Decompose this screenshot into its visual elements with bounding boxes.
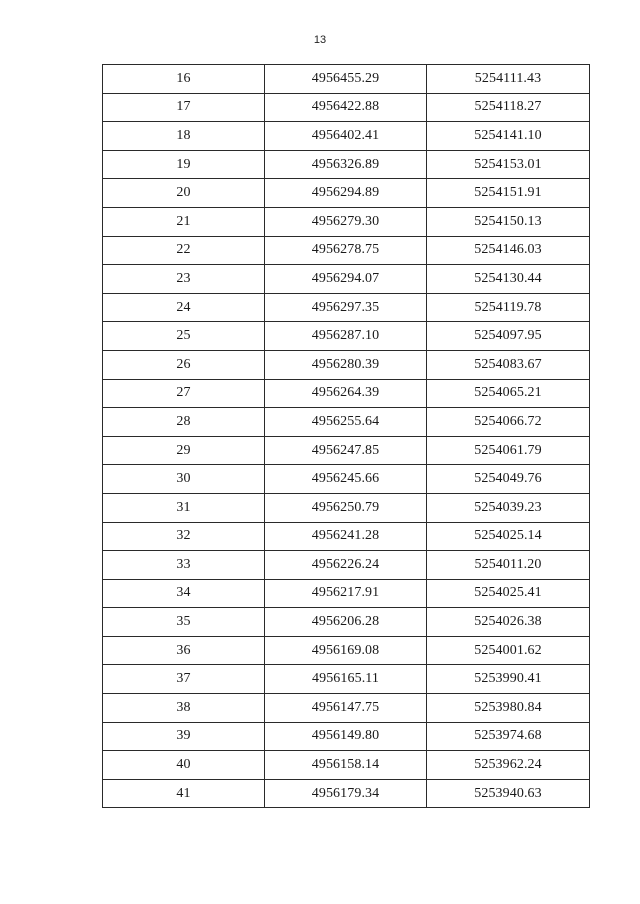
x-coordinate-cell: 4956402.41 — [265, 122, 427, 151]
table-row — [103, 608, 590, 637]
y-coordinate-cell: 5254011.20 — [427, 551, 590, 580]
y-coordinate-cell: 5253980.84 — [427, 694, 590, 723]
point-number-cell: 19 — [103, 150, 265, 179]
x-coordinate-cell: 4956147.75 — [265, 694, 427, 723]
table-row — [103, 150, 590, 179]
x-coordinate-cell: 4956287.10 — [265, 322, 427, 351]
x-coordinate-cell: 4956455.29 — [265, 65, 427, 94]
y-coordinate-cell: 5254153.01 — [427, 150, 590, 179]
point-number-cell: 36 — [103, 636, 265, 665]
y-coordinate-cell: 5254049.76 — [427, 465, 590, 494]
table-row — [103, 436, 590, 465]
y-coordinate-cell: 5254061.79 — [427, 436, 590, 465]
x-coordinate-cell: 4956206.28 — [265, 608, 427, 637]
point-number-cell: 35 — [103, 608, 265, 637]
y-coordinate-cell: 5254026.38 — [427, 608, 590, 637]
y-coordinate-cell: 5254146.03 — [427, 236, 590, 265]
table-row — [103, 236, 590, 265]
x-coordinate-cell: 4956326.89 — [265, 150, 427, 179]
table-row — [103, 122, 590, 151]
point-number-cell: 41 — [103, 779, 265, 808]
point-number-cell: 17 — [103, 93, 265, 122]
x-coordinate-cell: 4956279.30 — [265, 207, 427, 236]
x-coordinate-cell: 4956179.34 — [265, 779, 427, 808]
table-row — [103, 751, 590, 780]
table-row — [103, 493, 590, 522]
x-coordinate-cell: 4956245.66 — [265, 465, 427, 494]
y-coordinate-cell: 5254025.14 — [427, 522, 590, 551]
table-row — [103, 322, 590, 351]
table-row — [103, 579, 590, 608]
point-number-cell: 39 — [103, 722, 265, 751]
point-number-cell: 40 — [103, 751, 265, 780]
table-row — [103, 265, 590, 294]
x-coordinate-cell: 4956158.14 — [265, 751, 427, 780]
point-number-cell: 30 — [103, 465, 265, 494]
x-coordinate-cell: 4956226.24 — [265, 551, 427, 580]
x-coordinate-cell: 4956149.80 — [265, 722, 427, 751]
table-row — [103, 65, 590, 94]
point-number-cell: 34 — [103, 579, 265, 608]
y-coordinate-cell: 5254097.95 — [427, 322, 590, 351]
point-number-cell: 37 — [103, 665, 265, 694]
y-coordinate-cell: 5254119.78 — [427, 293, 590, 322]
table-row — [103, 350, 590, 379]
point-number-cell: 29 — [103, 436, 265, 465]
point-number-cell: 23 — [103, 265, 265, 294]
y-coordinate-cell: 5254025.41 — [427, 579, 590, 608]
table-row — [103, 465, 590, 494]
table-row — [103, 694, 590, 723]
table-row — [103, 207, 590, 236]
y-coordinate-cell: 5254141.10 — [427, 122, 590, 151]
x-coordinate-cell: 4956280.39 — [265, 350, 427, 379]
y-coordinate-cell: 5254066.72 — [427, 408, 590, 437]
point-number-cell: 21 — [103, 207, 265, 236]
point-number-cell: 27 — [103, 379, 265, 408]
table-row — [103, 379, 590, 408]
point-number-cell: 25 — [103, 322, 265, 351]
y-coordinate-cell: 5253962.24 — [427, 751, 590, 780]
table-row — [103, 779, 590, 808]
table-row — [103, 722, 590, 751]
y-coordinate-cell: 5253974.68 — [427, 722, 590, 751]
x-coordinate-cell: 4956169.08 — [265, 636, 427, 665]
x-coordinate-cell: 4956250.79 — [265, 493, 427, 522]
table-row — [103, 179, 590, 208]
coordinates-table-body — [103, 65, 590, 808]
point-number-cell: 38 — [103, 694, 265, 723]
table-row — [103, 408, 590, 437]
point-number-cell: 24 — [103, 293, 265, 322]
x-coordinate-cell: 4956165.11 — [265, 665, 427, 694]
y-coordinate-cell: 5254083.67 — [427, 350, 590, 379]
y-coordinate-cell: 5254130.44 — [427, 265, 590, 294]
y-coordinate-cell: 5254150.13 — [427, 207, 590, 236]
point-number-cell: 20 — [103, 179, 265, 208]
x-coordinate-cell: 4956264.39 — [265, 379, 427, 408]
y-coordinate-cell: 5254118.27 — [427, 93, 590, 122]
table-row — [103, 522, 590, 551]
point-number-cell: 28 — [103, 408, 265, 437]
table-row — [103, 93, 590, 122]
x-coordinate-cell: 4956278.75 — [265, 236, 427, 265]
x-coordinate-cell: 4956247.85 — [265, 436, 427, 465]
page-number: 13 — [313, 34, 327, 46]
table-row — [103, 636, 590, 665]
y-coordinate-cell: 5254151.91 — [427, 179, 590, 208]
y-coordinate-cell: 5254111.43 — [427, 65, 590, 94]
point-number-cell: 22 — [103, 236, 265, 265]
x-coordinate-cell: 4956297.35 — [265, 293, 427, 322]
point-number-cell: 18 — [103, 122, 265, 151]
y-coordinate-cell: 5253940.63 — [427, 779, 590, 808]
coordinates-table — [102, 64, 590, 808]
y-coordinate-cell: 5254065.21 — [427, 379, 590, 408]
point-number-cell: 33 — [103, 551, 265, 580]
x-coordinate-cell: 4956241.28 — [265, 522, 427, 551]
point-number-cell: 32 — [103, 522, 265, 551]
x-coordinate-cell: 4956294.07 — [265, 265, 427, 294]
x-coordinate-cell: 4956255.64 — [265, 408, 427, 437]
table-row — [103, 665, 590, 694]
point-number-cell: 16 — [103, 65, 265, 94]
table-row — [103, 551, 590, 580]
y-coordinate-cell: 5253990.41 — [427, 665, 590, 694]
point-number-cell: 26 — [103, 350, 265, 379]
table-row — [103, 293, 590, 322]
y-coordinate-cell: 5254001.62 — [427, 636, 590, 665]
y-coordinate-cell: 5254039.23 — [427, 493, 590, 522]
x-coordinate-cell: 4956217.91 — [265, 579, 427, 608]
point-number-cell: 31 — [103, 493, 265, 522]
x-coordinate-cell: 4956294.89 — [265, 179, 427, 208]
x-coordinate-cell: 4956422.88 — [265, 93, 427, 122]
